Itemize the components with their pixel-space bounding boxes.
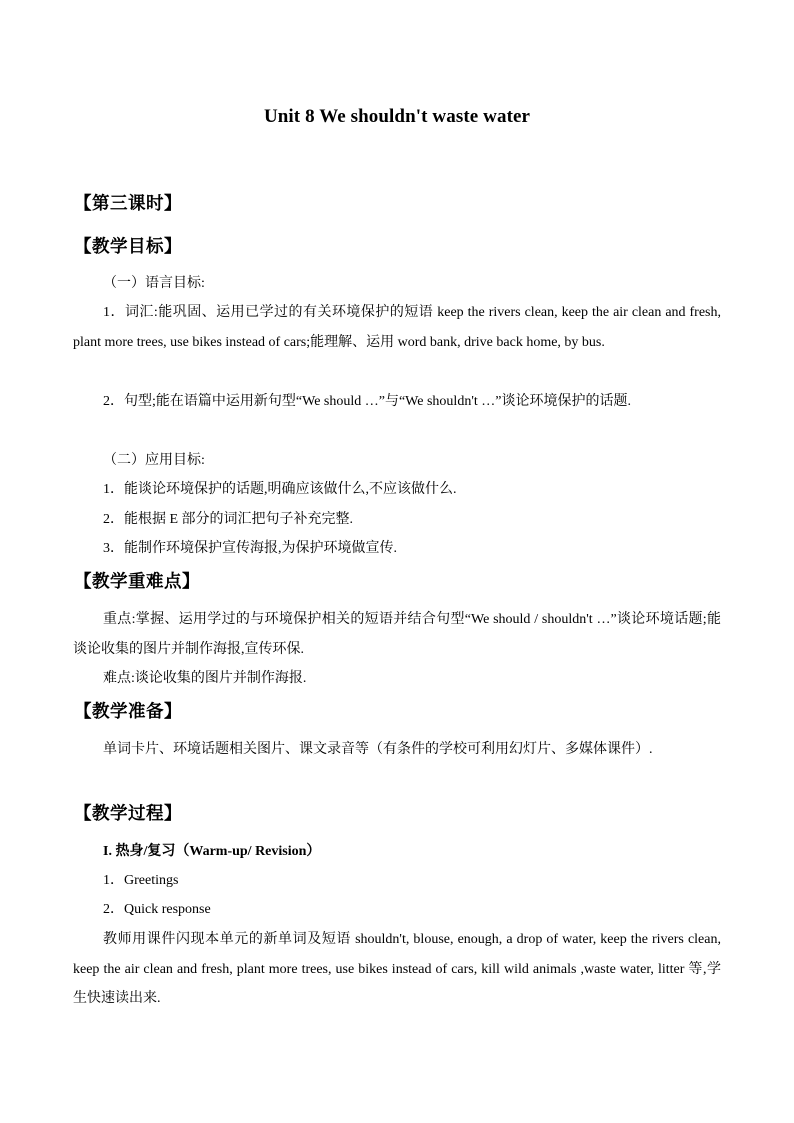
application-goal-3: 3．能制作环境保护宣传海报,为保护环境做宣传.	[103, 541, 397, 556]
language-goals-title: （一）语言目标:	[103, 276, 205, 291]
preparation-text: 单词卡片、环境话题相关图片、课文录音等（有条件的学校可利用幻灯片、多媒体课件）.	[103, 742, 653, 757]
warmup-description: 教师用课件闪现本单元的新单词及短语 shouldn't, blouse, enough, a drop of water, keep the rivers clean, keep the air clean and fresh, plant more trees, use bikes instead of cars, kill wild animals ,waste water, litter 等,学生快速读出来.	[73, 932, 721, 1006]
warmup-step-title: I. 热身/复习（Warm-up/ Revision）	[103, 844, 321, 859]
application-goals-title: （二）应用目标:	[103, 453, 205, 468]
key-point: 重点:掌握、运用学过的与环境保护相关的短语并结合句型“We should / shouldn't …”谈论环境话题;能谈论收集的图片并制作海报,宣传环保.	[73, 612, 721, 657]
page-title: Unit 8 We shouldn't waste water	[263, 106, 531, 127]
application-goal-2: 2．能根据 E 部分的词汇把句子补充完整.	[103, 512, 354, 527]
lesson-heading: 【第三课时】	[74, 194, 182, 214]
goal-vocabulary: 1．词汇:能巩固、运用已学过的有关环境保护的短语 keep the rivers clean, keep the air clean and fresh, plant more trees, use bikes instead of cars;能理解、运用 word bank, drive back home, by bus.	[73, 305, 721, 350]
preparation-heading: 【教学准备】	[74, 702, 182, 722]
goal-sentence-pattern: 2．句型;能在语篇中运用新句型“We should …”与“We shouldn't …”谈论环境保护的话题.	[103, 394, 631, 409]
application-goal-1: 1．能谈论环境保护的话题,明确应该做什么,不应该做什么.	[103, 482, 457, 497]
difficult-point: 难点:谈论收集的图片并制作海报.	[103, 671, 307, 686]
warmup-greetings: 1．Greetings	[103, 873, 179, 888]
warmup-quick-response: 2．Quick response	[103, 902, 211, 917]
goals-heading: 【教学目标】	[74, 237, 182, 257]
keypoints-heading: 【教学重难点】	[74, 572, 200, 592]
process-heading: 【教学过程】	[74, 804, 182, 824]
